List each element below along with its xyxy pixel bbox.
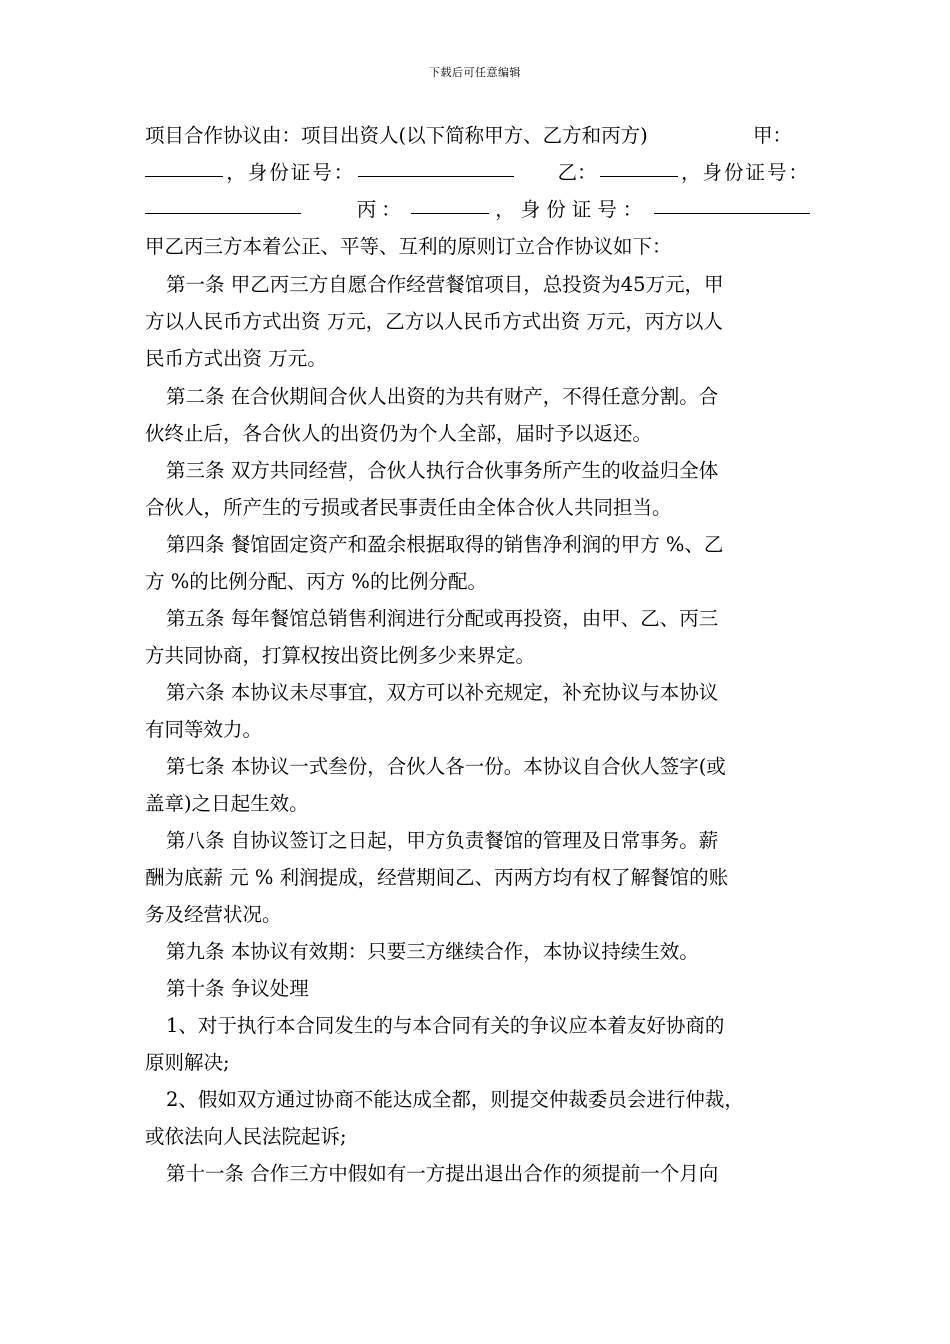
- parties-line-1: [145, 117, 810, 154]
- article-6: [145, 674, 810, 748]
- article-line: 伙终止后，各合伙人的出资仍为个人全部，届时予以返还。: [145, 422, 653, 445]
- article-line: 有同等效力。: [145, 718, 263, 741]
- article-1: [145, 266, 810, 377]
- party-b-id-label: ，身份证号：: [680, 161, 810, 184]
- article-line: 酬为底薪 元 % 利润提成，经营期间乙、丙两方均有权了解餐馆的账: [145, 866, 729, 889]
- article-line: 第九条 本协议有效期：只要三方继续合作，本协议持续生效。: [166, 940, 699, 963]
- article-line: 方以人民币方式出资 万元，乙方以人民币方式出资 万元，丙方以人: [145, 310, 723, 333]
- party-b-id-blank: [145, 191, 301, 214]
- article-line: 方 %的比例分配、丙方 %的比例分配。: [145, 570, 487, 593]
- party-b-label: 乙：: [557, 161, 597, 184]
- article-7: [145, 748, 810, 822]
- article-10-item-2: [145, 1081, 810, 1155]
- article-line: 第一条 甲乙丙三方自愿合作经营餐馆项目，总投资为45万元，甲: [166, 273, 724, 296]
- article-line: 方共同协商，打算权按出资比例多少来界定。: [145, 644, 536, 667]
- agreement-body: [145, 117, 810, 1192]
- article-10-item-1: [145, 1007, 810, 1081]
- header-note: 下载后可任意编辑: [429, 66, 521, 79]
- article-line: 第十条 争议处理: [166, 977, 309, 1000]
- article-line: 第六条 本协议未尽事宜，双方可以补充规定，补充协议与本协议: [166, 681, 719, 704]
- article-10: [145, 970, 810, 1007]
- article-line: 务及经营状况。: [145, 903, 282, 926]
- article-8: [145, 822, 810, 933]
- article-line: 盖章)之日起生效。: [145, 792, 309, 815]
- article-line: 第八条 自协议签订之日起，甲方负责餐馆的管理及日常事务。薪: [166, 829, 719, 852]
- article-9: [145, 933, 810, 970]
- article-line: 第三条 双方共同经营，合伙人执行合伙事务所产生的收益归全体: [166, 459, 719, 482]
- parties-intro: 项目合作协议由：项目出资人(以下简称甲方、乙方和丙方): [145, 124, 648, 147]
- party-c-label: 丙：: [356, 198, 406, 221]
- article-11: [145, 1155, 810, 1192]
- article-line: 或依法向人民法院起诉;: [145, 1125, 347, 1148]
- party-a-name-blank: [145, 154, 223, 177]
- party-b-name-blank: [600, 154, 678, 177]
- article-5: [145, 600, 810, 674]
- article-2: [145, 378, 810, 452]
- party-c-name-blank: [411, 191, 489, 214]
- article-line: 原则解决;: [145, 1051, 230, 1074]
- preamble: 甲乙丙三方本着公正、平等、互利的原则订立合作协议如下：: [145, 235, 672, 258]
- article-3: [145, 452, 810, 526]
- article-line: 1、对于执行本合同发生的与本合同有关的争议应本着友好协商的: [166, 1014, 725, 1037]
- party-a-id-label: ，身份证号：: [226, 161, 356, 184]
- article-line: 第二条 在合伙期间合伙人出资的为共有财产，不得任意分割。合: [166, 385, 719, 408]
- party-a-id-blank: [358, 154, 514, 177]
- article-line: 合伙人，所产生的亏损或者民事责任由全体合伙人共同担当。: [145, 496, 672, 519]
- article-4: [145, 526, 810, 600]
- parties-line-2: [145, 154, 810, 191]
- article-line: 第十一条 合作三方中假如有一方提出退出合作的须提前一个月向: [166, 1162, 719, 1185]
- article-line: 第四条 餐馆固定资产和盈余根据取得的销售净利润的甲方 %、乙: [166, 533, 724, 556]
- party-a-label: 甲：: [752, 124, 792, 147]
- party-c-id-label: ，身份证号：: [495, 198, 649, 221]
- article-line: 民币方式出资 万元。: [145, 347, 327, 370]
- article-line: 第七条 本协议一式叁份，合伙人各一份。本协议自合伙人签字(或: [166, 755, 726, 778]
- article-line: 第五条 每年餐馆总销售利润进行分配或再投资，由甲、乙、丙三: [166, 607, 719, 630]
- article-line: 2、假如双方通过协商不能达成全都，则提交仲裁委员会进行仲裁，: [166, 1088, 744, 1111]
- party-c-id-blank: [654, 191, 810, 214]
- parties-line-3: [145, 191, 810, 228]
